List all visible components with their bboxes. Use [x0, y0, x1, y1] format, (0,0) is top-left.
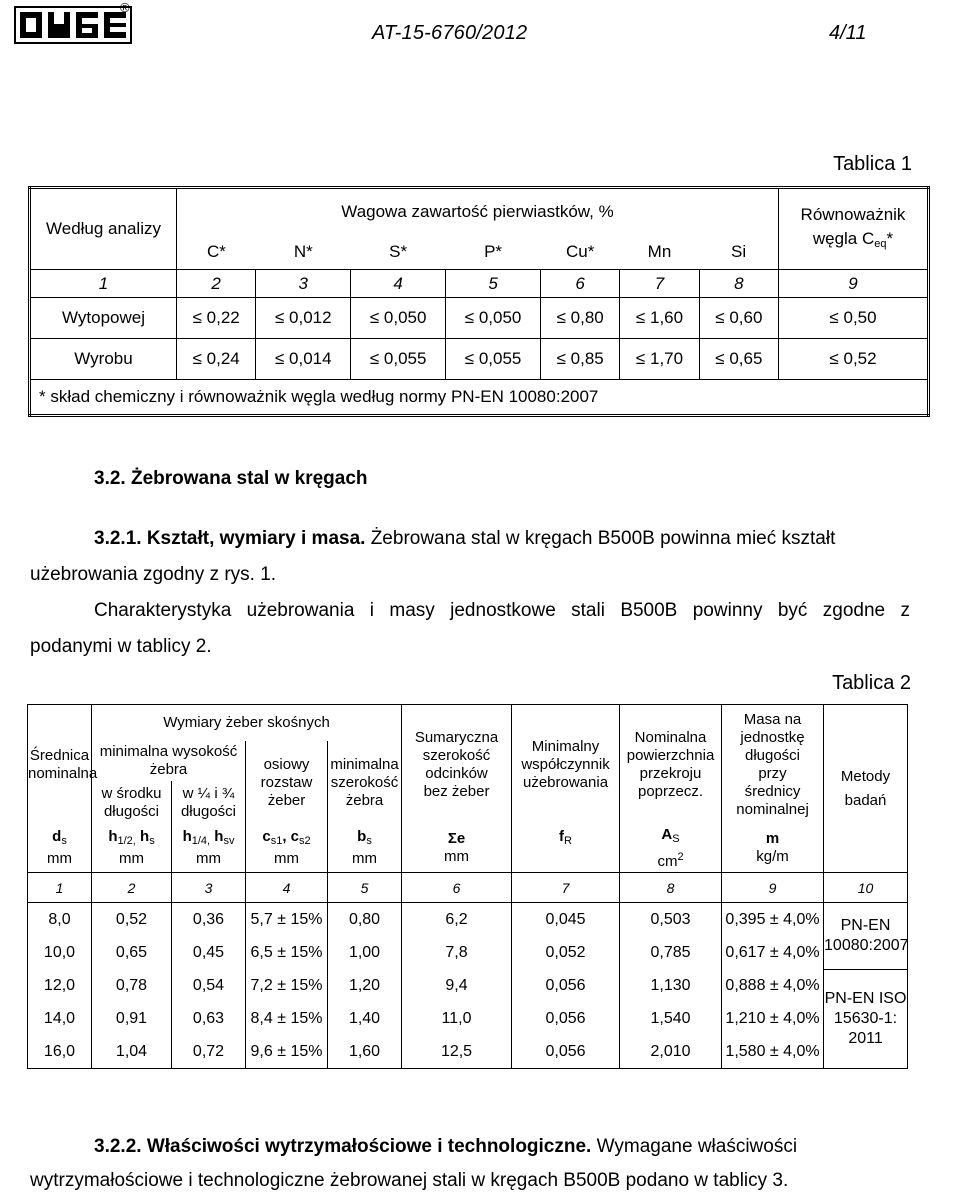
t2-idx: 1 — [28, 873, 92, 903]
t2-header-quarter: w ¼ i ¾ długości — [172, 781, 246, 825]
t2-cell: 1,210 ± 4,0% — [722, 1002, 824, 1035]
t2-cell: 11,0 — [402, 1002, 512, 1035]
t2-methods-1: PN-EN 10080:2007 — [824, 903, 908, 970]
t2-cell: 5,7 ± 15% — [246, 903, 328, 937]
section-3-2-1-line4: podanymi w tablicy 2. — [30, 636, 212, 657]
t2-cell: 0,056 — [512, 1035, 620, 1069]
t2-cell: 0,63 — [172, 1002, 246, 1035]
t1-idx: 2 — [177, 270, 256, 298]
t2-cell: 1,40 — [328, 1002, 402, 1035]
t2-cell: 1,540 — [620, 1002, 722, 1035]
t1-idx: 9 — [779, 270, 929, 298]
t2-cell: 16,0 — [28, 1035, 92, 1069]
t1-cell: ≤ 0,65 — [699, 339, 778, 380]
section-3-2-2-line1 — [94, 1136, 910, 1158]
section-text: Żebrowana stal w kręgach B500B powinna mieć kształt — [370, 528, 836, 549]
t2-header-group: Wymiary żeber skośnych — [92, 705, 402, 741]
t1-cell: ≤ 0,52 — [779, 339, 929, 380]
t2-cell: 9,4 — [402, 969, 512, 1002]
table2-caption: Tablica 2 — [832, 672, 911, 694]
t2-data-row — [28, 1002, 908, 1035]
table2 — [27, 704, 908, 1069]
t2-sym-f: $f_R$ — [512, 825, 620, 873]
t2-cell: 0,056 — [512, 969, 620, 1002]
t2-sym-m: m kg/m — [722, 825, 824, 873]
t2-cell: 6,5 ± 15% — [246, 936, 328, 969]
t1-el: Cu* — [541, 236, 620, 270]
t1-cell: ≤ 0,80 — [541, 298, 620, 339]
t2-idx: 10 — [824, 873, 908, 903]
t2-cell: 0,45 — [172, 936, 246, 969]
t2-header-mid: w środku długości — [92, 781, 172, 825]
t2-symbol-row — [28, 825, 908, 873]
t2-cell: 0,72 — [172, 1035, 246, 1069]
t2-sym-c: $c_{s1}$, $c_{s2}$ mm — [246, 825, 328, 873]
t2-data-row — [28, 936, 908, 969]
t2-sym-a: $A_S$ $cm^2$ — [620, 825, 722, 873]
section-3-2-2-line2: wytrzymałościowe i technologiczne żebrowanej stali w kręgach B500B podano w tablicy 3. — [30, 1170, 789, 1191]
t2-idx: 2 — [92, 873, 172, 903]
t1-idx: 4 — [351, 270, 446, 298]
t2-cell: 0,045 — [512, 903, 620, 937]
t1-cell: ≤ 0,055 — [446, 339, 541, 380]
t2-cell: 0,056 — [512, 1002, 620, 1035]
t2-idx: 8 — [620, 873, 722, 903]
t1-idx: 8 — [699, 270, 778, 298]
t1-cell: ≤ 0,50 — [779, 298, 929, 339]
t2-methods-2: PN-EN ISO 15630-1: 2011 — [824, 969, 908, 1069]
t2-data-row — [28, 969, 908, 1002]
t1-cell: ≤ 0,014 — [256, 339, 351, 380]
t2-idx: 3 — [172, 873, 246, 903]
section-3-2-1-line3: Charakterystyka użebrowania i masy jednostkowe stali B500B powinny być zgodne z — [94, 600, 910, 621]
t1-el: P* — [446, 236, 541, 270]
t1-note-row — [30, 380, 929, 416]
t1-cell: ≤ 0,85 — [541, 339, 620, 380]
t2-cell: 0,36 — [172, 903, 246, 937]
t2-index-row — [28, 873, 908, 903]
t1-cell: ≤ 0,055 — [351, 339, 446, 380]
t2-idx: 9 — [722, 873, 824, 903]
t1-cell: ≤ 1,60 — [620, 298, 699, 339]
t2-header-area: Nominalna powierzchnia przekroju poprzecz. — [620, 705, 722, 825]
t2-cell: 7,2 ± 15% — [246, 969, 328, 1002]
t1-row-wytopowej — [30, 298, 929, 339]
section-3-2-1-line1 — [94, 528, 910, 550]
t1-index-row — [30, 270, 929, 298]
t2-data-row — [28, 903, 908, 937]
t2-sym-d: $d_s$ mm — [28, 825, 92, 873]
t1-idx: 6 — [541, 270, 620, 298]
t2-header-minheight: minimalna wysokość żebra — [92, 741, 246, 781]
t2-data-row — [28, 1035, 908, 1069]
t2-cell: 7,8 — [402, 936, 512, 969]
t1-el: Si — [699, 236, 778, 270]
t2-header-coef: Minimalny współczynnik użebrowania — [512, 705, 620, 825]
t2-cell: 0,78 — [92, 969, 172, 1002]
section-text: Wymagane właściwości — [596, 1136, 798, 1157]
t1-idx: 3 — [256, 270, 351, 298]
t2-sym-e: Σe mm — [402, 825, 512, 873]
t1-idx: 7 — [620, 270, 699, 298]
t1-cell: ≤ 0,012 — [256, 298, 351, 339]
t2-cell: 0,052 — [512, 936, 620, 969]
t2-cell: 1,20 — [328, 969, 402, 1002]
table1-caption: Tablica 1 — [833, 153, 912, 175]
t1-el: Mn — [620, 236, 699, 270]
section-heading-3-2-2: 3.2.2. Właściwości wytrzymałościowe i technologiczne. — [94, 1136, 592, 1157]
t2-idx: 5 — [328, 873, 402, 903]
t2-cell: 14,0 — [28, 1002, 92, 1035]
t1-header-analysis: Według analizy — [30, 188, 177, 270]
t2-cell: 2,010 — [620, 1035, 722, 1069]
t2-cell: 10,0 — [28, 936, 92, 969]
t2-header-sumwidth: Sumaryczna szerokość odcinków bez żeber — [402, 705, 512, 825]
t2-cell: 12,5 — [402, 1035, 512, 1069]
t1-idx: 1 — [30, 270, 177, 298]
t2-header-mass: Masa na jednostkę długości przy średnicy nominalnej — [722, 705, 824, 825]
t1-row-wyrobu — [30, 339, 929, 380]
t2-cell: 0,54 — [172, 969, 246, 1002]
t1-idx: 5 — [446, 270, 541, 298]
t1-header-equiv: Równoważnik węgla $C_{eq}*$ — [779, 188, 929, 270]
t2-header-methods: Metody badań — [824, 705, 908, 873]
t2-sym-b: $b_s$ mm — [328, 825, 402, 873]
t2-cell: 0,52 — [92, 903, 172, 937]
t2-idx: 6 — [402, 873, 512, 903]
t2-cell: 1,00 — [328, 936, 402, 969]
t2-cell: 0,395 ± 4,0% — [722, 903, 824, 937]
t2-sym-h14: $h_{1/4,}$ $h_{sv}$ mm — [172, 825, 246, 873]
t1-cell: ≤ 0,24 — [177, 339, 256, 380]
t1-row-label: Wytopowej — [30, 298, 177, 339]
t1-row-label: Wyrobu — [30, 339, 177, 380]
t2-cell: 0,785 — [620, 936, 722, 969]
t1-note: * skład chemiczny i równoważnik węgla według normy PN-EN 10080:2007 — [30, 380, 929, 416]
t2-cell: 0,888 ± 4,0% — [722, 969, 824, 1002]
table1 — [28, 186, 930, 417]
t2-cell: 0,65 — [92, 936, 172, 969]
t1-cell: ≤ 0,60 — [699, 298, 778, 339]
t2-idx: 4 — [246, 873, 328, 903]
t2-cell: 1,04 — [92, 1035, 172, 1069]
t2-cell: 8,0 — [28, 903, 92, 937]
t2-cell: 1,580 ± 4,0% — [722, 1035, 824, 1069]
t2-cell: 0,503 — [620, 903, 722, 937]
t1-cell: ≤ 0,22 — [177, 298, 256, 339]
t1-el: C* — [177, 236, 256, 270]
t1-header-group: Wagowa zawartość pierwiastków, % — [177, 188, 779, 236]
t2-cell: 8,4 ± 15% — [246, 1002, 328, 1035]
section-heading-3-2-1: 3.2.1. Kształt, wymiary i masa. — [94, 528, 366, 549]
t2-cell: 1,60 — [328, 1035, 402, 1069]
t2-cell: 6,2 — [402, 903, 512, 937]
section-3-2-1-line2: użebrowania zgodny z rys. 1. — [30, 564, 277, 585]
t1-cell: ≤ 0,050 — [351, 298, 446, 339]
section-title-3-2: 3.2. Żebrowana stal w kręgach — [94, 468, 368, 489]
t2-header-diameter: Średnica nominalna — [28, 705, 92, 825]
t2-header-minwidth: minimalna szerokość żebra — [328, 741, 402, 825]
t2-cell: 1,130 — [620, 969, 722, 1002]
page-number: 4/11 — [829, 22, 867, 44]
t2-cell: 0,617 ± 4,0% — [722, 936, 824, 969]
t1-el: N* — [256, 236, 351, 270]
t2-idx: 7 — [512, 873, 620, 903]
t1-el: S* — [351, 236, 446, 270]
t2-sym-h12: $h_{1/2,}$ $h_s$ mm — [92, 825, 172, 873]
t2-cell: 9,6 ± 15% — [246, 1035, 328, 1069]
t2-cell: 0,91 — [92, 1002, 172, 1035]
t1-cell: ≤ 0,050 — [446, 298, 541, 339]
t2-cell: 0,80 — [328, 903, 402, 937]
t1-cell: ≤ 1,70 — [620, 339, 699, 380]
t2-header-spacing: osiowy rozstaw żeber — [246, 741, 328, 825]
t2-cell: 12,0 — [28, 969, 92, 1002]
registered-mark: ® — [120, 0, 130, 15]
document-id: AT-15-6760/2012 — [372, 22, 528, 44]
company-logo — [14, 6, 132, 44]
